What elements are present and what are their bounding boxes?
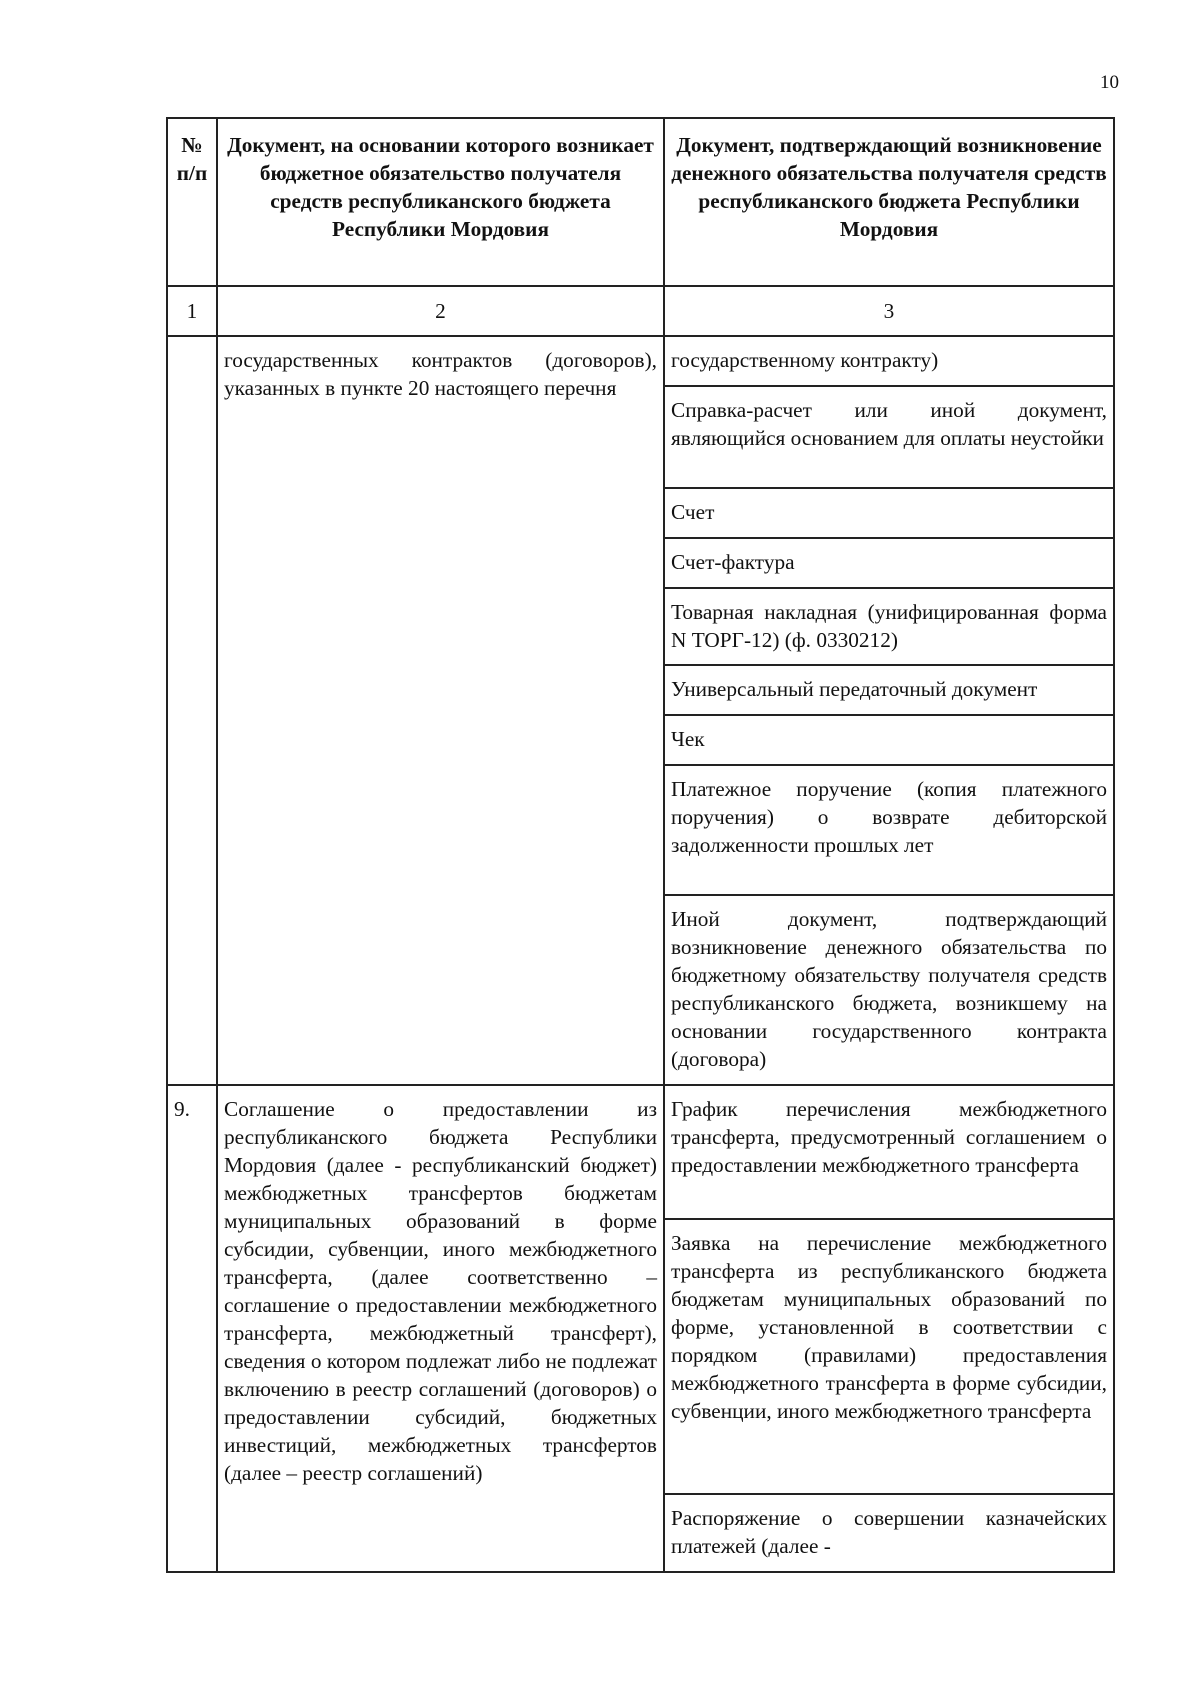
confirming-document-cell: Универсальный передаточный документ [664, 665, 1114, 715]
confirming-document-cell: Товарная накладная (унифицированная форма N ТОРГ-12) (ф. 0330212) [664, 588, 1114, 665]
confirming-document-cell: График перечисления межбюджетного трансферта, предусмотренный соглашением о предоставлении межбюджетного трансферта [664, 1085, 1114, 1219]
confirming-document-cell: Счет-фактура [664, 538, 1114, 588]
table-row [167, 1085, 1114, 1219]
column-number-1: 1 [167, 286, 217, 336]
row-number-cell [167, 336, 217, 1085]
basis-document-cell: государственных контрактов (договоров), указанных в пункте 20 настоящего перечня [217, 336, 664, 1085]
confirming-document-cell: государственному контракту) [664, 336, 1114, 386]
confirming-document-cell: Чек [664, 715, 1114, 765]
row-number-cell: 9. [167, 1085, 217, 1572]
confirming-document-cell: Счет [664, 488, 1114, 538]
confirming-document-cell: Распоряжение о совершении казначейских платежей (далее - [664, 1494, 1114, 1572]
column-number-3: 3 [664, 286, 1114, 336]
documents-table [166, 117, 1115, 1573]
confirming-document-cell: Справка-расчет или иной документ, являющийся основанием для оплаты неустойки [664, 386, 1114, 488]
page-number: 10 [1100, 72, 1119, 93]
basis-document-cell: Соглашение о предоставлении из республиканского бюджета Республики Мордовия (далее - республиканский бюджет) межбюджетных трансфертов бюджетам муниципальных образований в форме субсидии, субвенции, иного межбюджетного трансферта, (далее соответственно – соглашение о предоставлении межбюджетного трансферта, межбюджетный трансферт), сведения о котором подлежат либо не подлежат включению в реестр соглашений (договоров) о предоставлении субсидий, бюджетных инвестиций, межбюджетных трансфертов (далее – реестр соглашений) [217, 1085, 664, 1572]
header-basis-document: Документ, на основании которого возникает бюджетное обязательство получателя средств республиканского бюджета Республики Мордовия [217, 118, 664, 286]
column-number-2: 2 [217, 286, 664, 336]
column-numbering-row [167, 286, 1114, 336]
header-number: № п/п [167, 118, 217, 286]
confirming-document-cell: Заявка на перечисление межбюджетного трансферта из республиканского бюджета бюджетам муниципальных образований по форме, установленной в соответствии с порядком (правилами) предоставления межбюджетного трансферта в форме субсидии, субвенции, иного межбюджетного трансферта [664, 1219, 1114, 1494]
confirming-document-cell: Иной документ, подтверждающий возникновение денежного обязательства по бюджетному обязательству получателя средств республиканского бюджета, возникшему на основании государственного контракта (договора) [664, 895, 1114, 1085]
table-header-row [167, 118, 1114, 286]
table-row [167, 336, 1114, 386]
header-confirming-document: Документ, подтверждающий возникновение денежного обязательства получателя средств республиканского бюджета Республики Мордовия [664, 118, 1114, 286]
confirming-document-cell: Платежное поручение (копия платежного поручения) о возврате дебиторской задолженности прошлых лет [664, 765, 1114, 895]
